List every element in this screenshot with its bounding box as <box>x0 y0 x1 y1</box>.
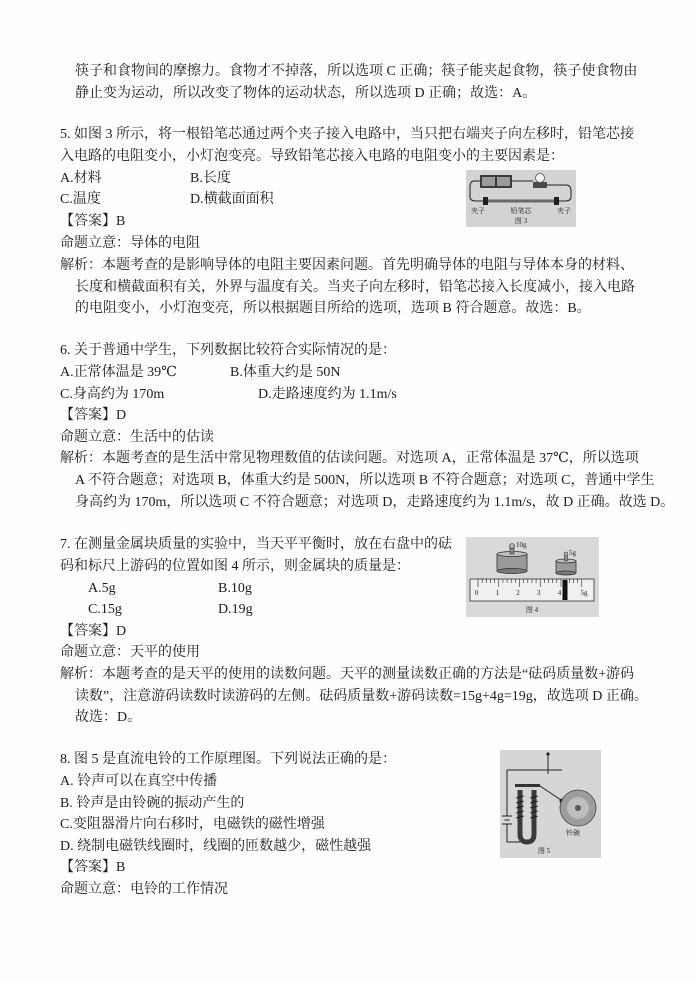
clip-right-icon <box>554 197 559 205</box>
question-6-stem-line-1: 6. 关于普通中学生，下列数据比较符合实际情况的是： <box>60 343 396 358</box>
figure-3-caption: 图 3 <box>514 217 528 225</box>
question-6-purpose: 命题立意：生活中的估读 <box>60 430 214 445</box>
question-6-option-a: A.正常体温是 39℃ <box>60 365 177 380</box>
battery-cell <box>482 177 495 186</box>
question-7-stem-line-2: 码和标尺上游码的位置如图 4 所示，则金属块的质量是： <box>60 559 410 574</box>
question-7-option-a: A.5g <box>88 581 116 596</box>
question-6-analysis-line-2: A 不符合题意；对选项 B，体重大约是 500N，所以选项 B 不符合题意；对选项 C，普通中学生 <box>75 473 655 488</box>
question-6-analysis-line-3: 身高约为 170m，所以选项 C 不符合题意；对选项 D，走路速度约为 1.1m/s，故 D 正确。故选 D。 <box>75 495 675 510</box>
figure-3-label-lead: 铅笔芯 <box>510 207 532 215</box>
question-8-stem-line-1: 8. 图 5 是直流电铃的工作原理图。下列说法正确的是： <box>60 752 396 767</box>
question-7-analysis-line-1: 解析：本题考查的是天平的使用的读数问题。天平的测量读数正确的方法是“砝码质量数+游码 <box>60 667 635 682</box>
ruler-label: 4 <box>557 589 562 597</box>
question-7-option-c: C.15g <box>88 602 122 617</box>
rider-slider <box>563 580 568 600</box>
ruler-label: 5g <box>580 589 588 597</box>
question-7-analysis-line-2: 读数”，注意游码读数时读游码的左侧。砝码质量数+游码读数=15g+4g=19g，故选项 D 正确。 <box>75 689 648 704</box>
ruler-label: 2 <box>516 589 520 597</box>
pencil-lead <box>486 200 556 203</box>
question-5-analysis-line-2: 长度和横截面积有关，外界与温度有关。当夹子向左移时，铅笔芯接入长度减小，接入电路 <box>75 280 635 295</box>
figure-5-label-bell: 铃碗 <box>566 829 580 837</box>
question-8-purpose: 命题立意：电铃的工作情况 <box>60 882 228 897</box>
weight-base <box>556 571 576 575</box>
question-6-option-d: D.走路速度约为 1.1m/s <box>258 387 397 402</box>
figure-3-label-clip-left: 夹子 <box>471 207 485 215</box>
question-5-stem-line-1: 5. 如图 3 所示，将一根铅笔芯通过两个夹子接入电路中，当只把右端夹子向左移时，铅笔芯接 <box>60 127 634 142</box>
weight-base <box>497 569 527 574</box>
bulb-glass <box>536 174 545 183</box>
figure-3-circuit <box>466 170 576 227</box>
ruler-label: 3 <box>537 589 541 597</box>
question-5-stem-line-2: 入电路的电阻变小，小灯泡变亮。导致铅笔芯接入电路的电阻变小的主要因素是： <box>60 149 564 164</box>
weight-knob <box>564 552 568 556</box>
question-5-purpose: 命题立意：导体的电阻 <box>60 236 200 251</box>
question-5-answer: 【答案】B <box>60 214 126 229</box>
question-6-analysis-line-1: 解析：本题考查的是生活中常见物理数值的估读问题。对选项 A，正常体温是 37℃，所以选项 <box>60 451 639 466</box>
question-6-option-c: C.身高约为 170m <box>60 387 165 402</box>
weight-5g-label: 5g <box>569 549 576 557</box>
question-5-option-d: D.横截面面积 <box>190 192 274 207</box>
clip-left-icon <box>483 197 488 205</box>
figure-4-caption: 图 4 <box>525 606 539 614</box>
question-5-analysis-line-3: 的电阻变小，小灯泡变亮，所以根据题目所给的选项，选项 B 符合题意。故选：B。 <box>75 301 591 316</box>
continuation-line-1: 筷子和食物间的摩擦力。食物才不掉落，所以选项 C 正确；筷子能夹起食物，筷子使食物由 <box>75 64 638 79</box>
figure-5-caption: 图 5 <box>537 847 551 855</box>
continuation-line-2: 静止变为运动，所以改变了物体的运动状态，所以选项 D 正确；故选：A。 <box>75 86 537 101</box>
question-7-purpose: 命题立意：天平的使用 <box>60 645 200 660</box>
question-8-option-b: B. 铃声是由铃碗的振动产生的 <box>60 796 245 811</box>
question-5-option-b: B.长度 <box>190 171 231 186</box>
question-6-option-b: B.体重大约是 50N <box>230 365 341 380</box>
question-6-answer: 【答案】D <box>60 408 127 423</box>
question-7-answer: 【答案】D <box>60 624 127 639</box>
battery-box-icon <box>480 175 512 188</box>
question-7-analysis-line-3: 故选：D。 <box>75 710 142 725</box>
weight-10g-label: 10g <box>516 541 527 549</box>
weight-knob <box>510 544 515 549</box>
ruler-label: 1 <box>495 589 499 597</box>
question-8-option-a: A. 铃声可以在真空中传播 <box>60 774 218 789</box>
screw-head-icon <box>546 752 549 755</box>
figure-3-label-clip-right: 夹子 <box>557 207 571 215</box>
balance-scale-ruler <box>470 579 594 601</box>
question-5-option-c: C.温度 <box>60 192 101 207</box>
question-7-option-b: B.10g <box>218 581 252 596</box>
question-7-stem-line-1: 7. 在测量金属块质量的实验中，当天平平衡时，放在右盘中的砝 <box>60 537 452 552</box>
figure-background <box>466 537 599 617</box>
ruler-label: 0 <box>474 589 479 597</box>
question-8-answer: 【答案】B <box>60 860 126 875</box>
battery-cell <box>497 177 510 186</box>
armature <box>515 784 540 787</box>
figure-4-balance-reading <box>466 537 599 617</box>
bell-center <box>575 805 581 811</box>
bell-dome-icon <box>560 790 596 826</box>
question-5-option-a: A.材料 <box>60 171 102 186</box>
question-8-option-d: D. 绕制电磁铁线圈时，线圈的匝数越少，磁性越强 <box>60 839 372 854</box>
question-7-option-d: D.19g <box>218 602 253 617</box>
figure-5-electric-bell <box>500 750 601 858</box>
question-8-option-c: C.变阻器滑片向右移时，电磁铁的磁性增强 <box>60 817 325 832</box>
question-5-analysis-line-1: 解析：本题考查的是影响导体的电阻主要因素问题。首先明确导体的电阻与导体本身的材料、 <box>60 258 634 273</box>
